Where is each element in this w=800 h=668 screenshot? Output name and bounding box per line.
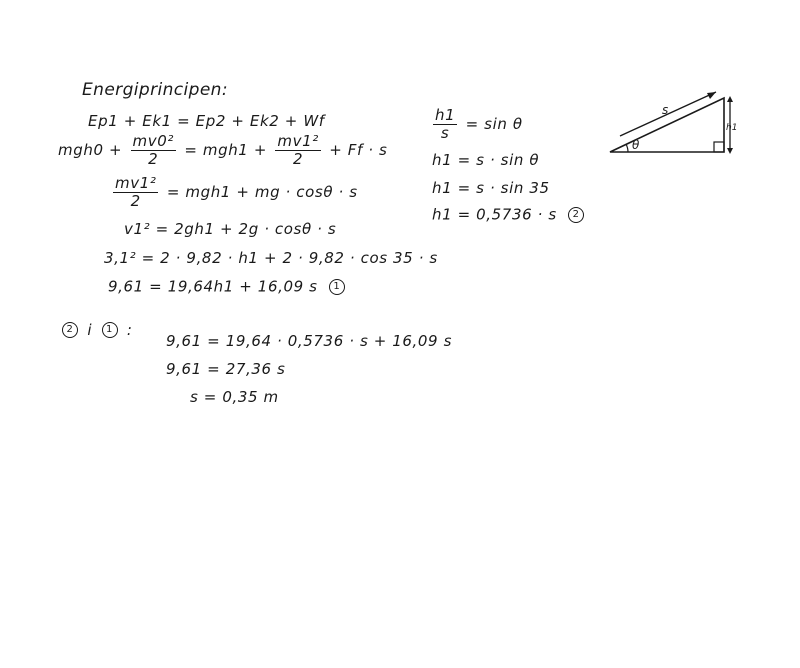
- section-title: Energiprincipen:: [82, 80, 228, 100]
- equation-energy-principle: Ep1 + Ek1 = Ep2 + Ek2 + Wf: [88, 112, 325, 130]
- height-arrow-bottom: [727, 148, 733, 154]
- label-h1: h1: [726, 123, 738, 133]
- substitution-line-2: 9,61 = 27,36 s: [166, 360, 286, 378]
- circled-label-1b: 1: [102, 322, 118, 338]
- height-arrow-top: [727, 96, 733, 102]
- equation-height-expr: h1 = s · sin θ: [432, 151, 540, 169]
- label-theta: θ: [632, 138, 640, 152]
- r1-fraction: [433, 108, 457, 141]
- equation-sine-ratio: [430, 108, 523, 141]
- equation-velocity: v1² = 2gh1 + 2g · cosθ · s: [124, 220, 337, 238]
- eq2-fraction-1-numerator: mv0²: [132, 132, 174, 150]
- eq2-fraction-2-denominator: 2: [293, 150, 304, 168]
- eq2-fraction-1: [131, 134, 176, 167]
- angle-arc: [626, 144, 628, 152]
- circled-label-1: 1: [329, 279, 345, 295]
- slope-arrow-head: [707, 92, 716, 99]
- equation-height-result: [432, 207, 584, 223]
- r1-rest: = sin θ: [465, 115, 523, 133]
- incline-triangle-diagram: [600, 88, 740, 160]
- equation-simplified: [110, 176, 358, 209]
- eq2-fraction-2: [275, 134, 320, 167]
- substitution-colon: :: [126, 320, 133, 339]
- circled-label-2: 2: [568, 207, 584, 223]
- eq2-fraction-1-denominator: 2: [148, 150, 159, 168]
- equation-numeric: 3,1² = 2 · 9,82 · h1 + 2 · 9,82 · cos 35 · s: [104, 249, 438, 267]
- eq2-term-b: = mgh1 +: [184, 141, 267, 159]
- substitution-answer: s = 0,35 m: [190, 388, 279, 406]
- equation-energy-expanded: [58, 134, 387, 167]
- label-s: s: [662, 103, 669, 117]
- circled-label-2b: 2: [62, 322, 78, 338]
- eq3-fraction: [113, 176, 158, 209]
- eq6-text: 9,61 = 19,64h1 + 16,09 s: [108, 277, 318, 296]
- eq3-fraction-denominator: 2: [130, 192, 141, 210]
- eq3-fraction-numerator: mv1²: [115, 174, 157, 192]
- substitution-line-1: 9,61 = 19,64 · 0,5736 · s + 16,09 s: [166, 332, 452, 350]
- substitution-heading: [62, 322, 133, 338]
- equation-height-angle: h1 = s · sin 35: [432, 179, 550, 197]
- eq3-rest: = mgh1 + mg · cosθ · s: [166, 183, 358, 201]
- r4-text: h1 = 0,5736 · s: [432, 205, 557, 224]
- equation-result-1: [108, 279, 345, 295]
- eq2-fraction-2-numerator: mv1²: [277, 132, 319, 150]
- right-angle-marker: [714, 142, 724, 152]
- eq2-term-c: + Ff · s: [329, 141, 388, 159]
- r1-fraction-denominator: s: [440, 124, 450, 142]
- substitution-in: i: [87, 320, 93, 339]
- eq2-term-a: mgh0 +: [58, 141, 123, 159]
- r1-fraction-numerator: h1: [435, 106, 456, 124]
